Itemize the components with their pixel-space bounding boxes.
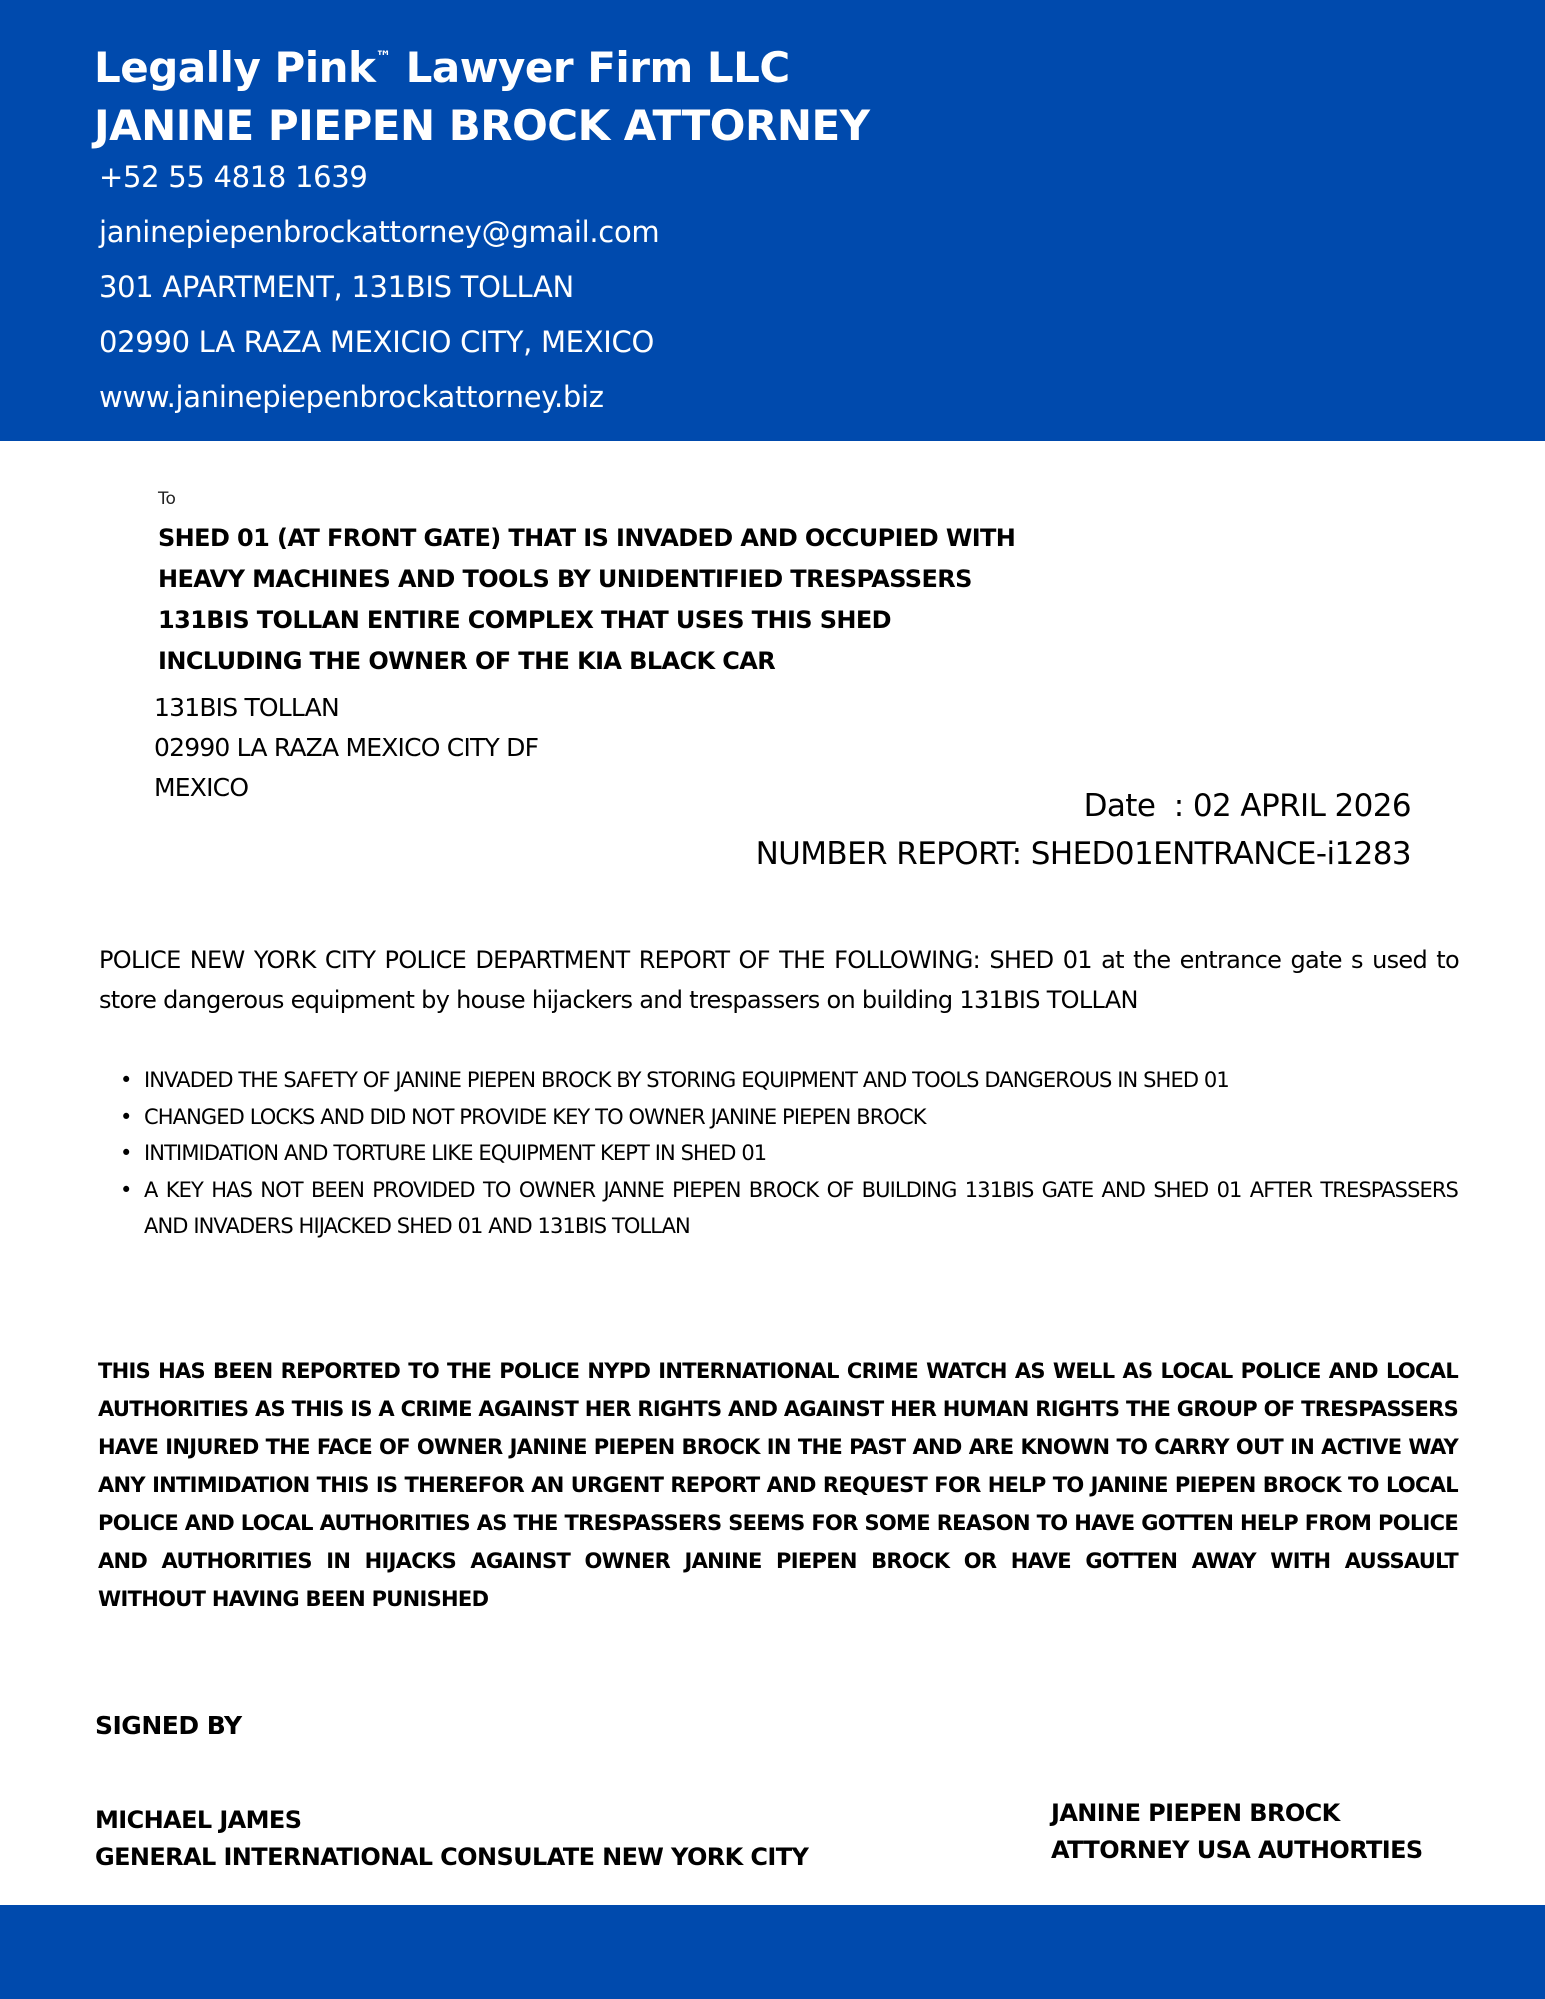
incident-list [120, 1062, 1458, 1245]
signer-name: JANINE PIEPEN BROCK [1051, 1799, 1340, 1827]
report-number: NUMBER REPORT: SHED01ENTRANCE-i1283 [755, 836, 1411, 872]
list-item-text: A KEY HAS NOT BEEN PROVIDED TO OWNER JANNE PIEPEN BROCK OF BUILDING 131BIS GATE AND SHED 01 AFTER TRESPASSERS AND INVADERS HIJACKED SHED 01 AND 131BIS TOLLAN [144, 1177, 1458, 1238]
list-item-text: INTIMIDATION AND TORTURE LIKE EQUIPMENT KEPT IN SHED 01 [144, 1141, 767, 1165]
signer-title: ATTORNEY USA AUTHORTIES [1051, 1836, 1423, 1864]
phone-number: +52 55 4818 1639 [99, 160, 368, 194]
list-item [120, 1099, 1458, 1136]
firm-name-suffix: Lawyer Firm LLC [391, 43, 790, 92]
recipient-line: SHED 01 (AT FRONT GATE) THAT IS INVADED AND OCCUPIED WITH [158, 524, 1016, 552]
recipient-line: HEAVY MACHINES AND TOOLS BY UNIDENTIFIED TRESPASSERS [158, 565, 972, 593]
firm-name-main: Legally Pink [94, 43, 376, 92]
address-line: 131BIS TOLLAN [154, 693, 339, 722]
list-item-text: INVADED THE SAFETY OF JANINE PIEPEN BROCK BY STORING EQUIPMENT AND TOOLS DANGEROUS IN SHED 01 [144, 1068, 1229, 1092]
footer-banner [0, 1905, 1545, 1999]
to-label: To [158, 489, 176, 509]
city-address: 02990 LA RAZA MEXICIO CITY, MEXICO [99, 325, 655, 359]
recipient-line: INCLUDING THE OWNER OF THE KIA BLACK CAR [158, 647, 776, 675]
attorney-name: JANINE PIEPEN BROCK ATTORNEY [94, 101, 870, 150]
email-address: janinepiepenbrockattorney@gmail.com [99, 215, 660, 249]
signed-by-label: SIGNED BY [95, 1711, 242, 1740]
bullet-icon: • [120, 1141, 132, 1165]
street-address: 301 APARTMENT, 131BIS TOLLAN [99, 270, 574, 304]
firm-name [94, 28, 870, 97]
signature-right [1051, 1795, 1423, 1869]
recipient-block [158, 518, 1158, 682]
signer-title: GENERAL INTERNATIONAL CONSULATE NEW YORK CITY [95, 1843, 809, 1871]
bullet-icon: • [120, 1068, 132, 1092]
address-line: MEXICO [154, 773, 249, 802]
signer-name: MICHAEL JAMES [95, 1806, 302, 1834]
report-statement: THIS HAS BEEN REPORTED TO THE POLICE NYPD INTERNATIONAL CRIME WATCH AS WELL AS LOCAL POLICE AND LOCAL AUTHORITIES AS THIS IS A CRIME AGAINST HER RIGHTS AND AGAINST HER HUMAN RIGHTS THE GROUP OF TRESPASSERS HAVE INJURED THE FACE OF OWNER JANINE PIEPEN BROCK IN THE PAST AND ARE KNOWN TO CARRY OUT IN ACTIVE WAY ANY INTIMIDATION THIS IS THEREFOR AN URGENT REPORT AND REQUEST FOR HELP TO JANINE PIEPEN BROCK TO LOCAL POLICE AND LOCAL AUTHORITIES AS THE TRESPASSERS SEEMS FOR SOME REASON TO HAVE GOTTEN HELP FROM POLICE AND AUTHORITIES IN HIJACKS AGAINST OWNER JANINE PIEPEN BROCK OR HAVE GOTTEN AWAY WITH AUSSAULT WITHOUT HAVING BEEN PUNISHED [98, 1359, 1458, 1611]
bullet-icon: • [120, 1177, 132, 1202]
list-item [120, 1135, 1458, 1172]
recipient-address [154, 688, 538, 808]
report-meta [756, 782, 1411, 878]
list-item [120, 1062, 1458, 1099]
list-item-text: CHANGED LOCKS AND DID NOT PROVIDE KEY TO OWNER JANINE PIEPEN BROCK [144, 1104, 926, 1129]
recipient-line: 131BIS TOLLAN ENTIRE COMPLEX THAT USES THIS SHED [158, 606, 892, 634]
signature-left [95, 1802, 808, 1876]
report-intro: POLICE NEW YORK CITY POLICE DEPARTMENT REPORT OF THE FOLLOWING: SHED 01 at the entrance gate s used to store dangerous equipment by house hijackers and trespassers on building 131BIS TOLLAN [99, 946, 1459, 1014]
letterhead-title [94, 28, 870, 155]
list-item [120, 1172, 1458, 1245]
trademark-symbol: ™ [375, 47, 392, 66]
address-line: 02990 LA RAZA MEXICO CITY DF [154, 733, 539, 762]
bullet-icon: • [120, 1104, 132, 1129]
website-url: www.janinepiepenbrockattorney.biz [99, 380, 604, 414]
report-date: Date : 02 APRIL 2026 [1083, 788, 1411, 824]
